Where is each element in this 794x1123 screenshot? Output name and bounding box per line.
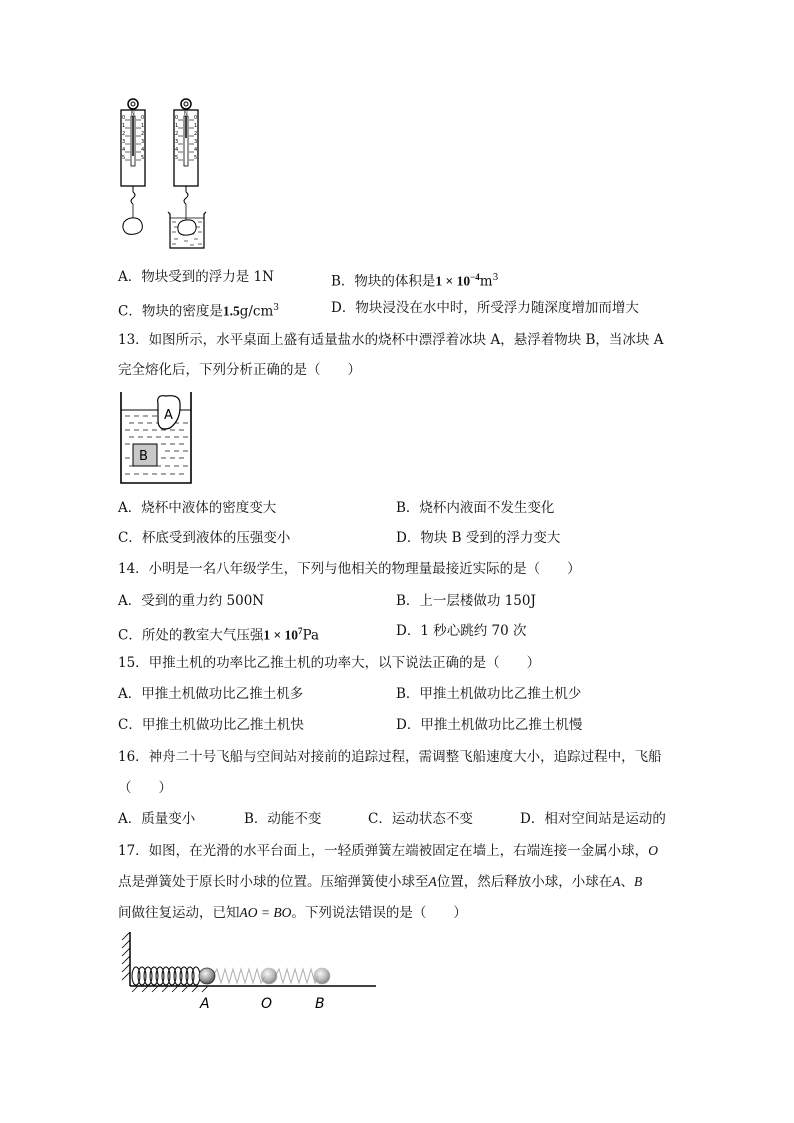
option-text: 甲推土机做功比乙推土机慢 — [420, 717, 583, 733]
label-a: A — [164, 408, 173, 423]
ball-b — [314, 968, 330, 984]
unit-exponent: 3 — [273, 303, 280, 313]
spring-ball-figure — [118, 930, 380, 1014]
unit: g/cm — [239, 303, 274, 320]
q17-stem-line1 — [118, 842, 658, 860]
math-value: 1 × 10 — [435, 273, 471, 289]
option-text: 甲推土机做功比乙推土机快 — [141, 717, 304, 733]
q14-stem: 14．小明是一名八年级学生，下列与他相关的物理量最接近实际的是（ ） — [118, 561, 581, 577]
q13-option-a[interactable] — [118, 499, 276, 517]
q16-option-a[interactable] — [118, 810, 195, 828]
q15-option-b[interactable] — [396, 685, 581, 703]
q13-option-b[interactable] — [396, 499, 554, 517]
option-letter: D． — [396, 623, 421, 639]
option-text: 物块浸没在水中时，所受浮力随深度增加而增大 — [355, 300, 639, 316]
svg-text:4: 4 — [141, 147, 145, 153]
spring-icon — [132, 967, 200, 985]
svg-text:4: 4 — [175, 147, 179, 153]
option-text: 物块 B 受到的浮力变大 — [420, 530, 561, 546]
option-text: 烧杯中液体的密度变大 — [141, 500, 277, 516]
svg-text:3: 3 — [194, 139, 198, 145]
svg-text:1: 1 — [141, 123, 145, 129]
svg-text:4: 4 — [122, 147, 126, 153]
label-b: B — [315, 996, 325, 1012]
option-letter: C． — [118, 303, 142, 320]
option-text: 所处的教室大气压强 — [141, 627, 264, 644]
spring-scale-right — [168, 99, 206, 248]
option-letter: B． — [396, 593, 420, 609]
option-letter: B． — [331, 273, 355, 290]
svg-text:3: 3 — [141, 139, 145, 145]
option-letter: A． — [118, 500, 142, 516]
q12-option-a[interactable] — [118, 268, 274, 286]
svg-text:0: 0 — [194, 115, 198, 121]
option-text: 物块的体积是 — [354, 273, 436, 290]
q14-option-b[interactable] — [396, 592, 536, 610]
q15-option-c[interactable] — [118, 716, 304, 734]
q17-text: 点是弹簧处于原长时小球的位置。压缩弹簧使小球至 — [118, 874, 429, 890]
q13-option-d[interactable] — [396, 529, 560, 547]
q17-stem-line3 — [118, 904, 467, 922]
q12-option-d[interactable] — [331, 299, 639, 317]
q12-option-b[interactable] — [331, 268, 498, 291]
q14-option-a[interactable] — [118, 592, 264, 610]
q15-option-a[interactable] — [118, 685, 303, 703]
var-b: B — [634, 874, 643, 889]
label-o: O — [261, 996, 273, 1012]
var-o: O — [648, 843, 658, 858]
svg-text:1: 1 — [122, 123, 126, 129]
ball-a — [199, 968, 215, 984]
beaker-ice-figure — [118, 390, 194, 486]
q13-stem-line2: 完全熔化后，下列分析正确的是（ ） — [118, 362, 361, 378]
svg-text:3: 3 — [122, 139, 126, 145]
option-text: 杯底受到液体的压强变小 — [141, 530, 291, 546]
svg-text:0: 0 — [141, 115, 145, 121]
svg-text:5: 5 — [141, 155, 145, 161]
option-text: 甲推土机做功比乙推土机少 — [419, 686, 582, 702]
svg-text:N: N — [184, 111, 188, 117]
q17-text: 、 — [620, 874, 634, 890]
option-text: 运动状态不变 — [391, 811, 473, 827]
q17-text: 位置，然后释放小球，小球在 — [436, 874, 613, 890]
svg-text:4: 4 — [194, 147, 198, 153]
label-a: A — [200, 996, 210, 1012]
beaker-icon — [168, 212, 206, 248]
option-text: 物块的密度是 — [141, 303, 223, 320]
ball-o — [261, 968, 277, 984]
svg-text:1: 1 — [175, 123, 179, 129]
svg-text:0: 0 — [122, 115, 126, 121]
q16-stem-line1: 16．神舟二十号飞船与空间站对接前的追踪过程，需调整飞船速度大小，追踪过程中，飞船 — [118, 749, 662, 765]
q17-text: 。下列说法错误的是（ ） — [291, 905, 467, 921]
option-text: 烧杯内液面不发生变化 — [419, 500, 555, 516]
option-letter: B． — [396, 500, 420, 516]
q16-stem-line2: （ ） — [118, 780, 172, 796]
q13-option-c[interactable] — [118, 529, 290, 547]
q16-option-d[interactable] — [520, 810, 666, 828]
spring-scale-figure — [112, 96, 217, 256]
svg-text:5: 5 — [194, 155, 198, 161]
svg-text:2: 2 — [175, 131, 179, 137]
svg-text:N: N — [131, 111, 135, 117]
option-text: 动能不变 — [267, 811, 322, 827]
option-letter: B． — [244, 811, 268, 827]
option-text: 质量变小 — [141, 811, 196, 827]
option-letter: D． — [396, 530, 421, 546]
q15-option-d[interactable] — [396, 716, 582, 734]
label-b: B — [139, 449, 148, 464]
var-a: A — [612, 874, 621, 889]
math-exponent: 7 — [298, 626, 303, 636]
svg-text:3: 3 — [175, 139, 179, 145]
option-letter: C． — [118, 530, 142, 546]
q13-stem-line1: 13．如图所示，水平桌面上盛有适量盐水的烧杯中漂浮着冰块 A，悬浮着物块 B，当冰块 A — [118, 332, 664, 348]
option-text: 上一层楼做功 150J — [419, 593, 536, 609]
option-letter: D． — [520, 811, 545, 827]
svg-text:2: 2 — [122, 131, 126, 137]
q17-stem-line2 — [118, 873, 642, 891]
unit: m — [479, 273, 493, 290]
q14-option-d[interactable] — [396, 622, 526, 640]
svg-text:0: 0 — [175, 115, 179, 121]
option-letter: C． — [368, 811, 392, 827]
q15-stem: 15．甲推土机的功率比乙推土机的功率大，以下说法正确的是（ ） — [118, 655, 541, 671]
equation: AO = BO — [239, 905, 292, 920]
unit: Pa — [302, 627, 320, 644]
option-letter: B． — [396, 686, 420, 702]
option-letter: C． — [118, 627, 142, 644]
option-text: 物块受到的浮力是 1N — [141, 269, 274, 285]
q14-option-c[interactable] — [118, 622, 319, 645]
option-text: 1 秒心跳约 70 次 — [420, 623, 527, 639]
option-letter: A． — [118, 269, 142, 285]
svg-text:5: 5 — [175, 155, 179, 161]
unit-exponent: 3 — [492, 273, 499, 283]
option-text: 相对空间站是运动的 — [544, 811, 666, 827]
q17-text: 17．如图，在光滑的水平台面上，一轻质弹簧左端被固定在墙上，右端连接一金属小球， — [118, 843, 649, 859]
svg-text:1: 1 — [194, 123, 198, 129]
option-letter: C． — [118, 717, 142, 733]
option-letter: D． — [331, 300, 356, 316]
q12-option-c[interactable] — [118, 299, 279, 321]
svg-text:5: 5 — [122, 155, 126, 161]
spring-scale-left — [121, 99, 145, 234]
option-letter: A． — [118, 686, 142, 702]
math-value: 1 × 10 — [263, 627, 299, 643]
svg-text:2: 2 — [141, 131, 145, 137]
var-a: A — [428, 874, 437, 889]
math-value: 1.5 — [222, 303, 240, 319]
option-letter: D． — [396, 717, 421, 733]
option-text: 受到的重力约 500N — [141, 593, 265, 609]
math-exponent: −4 — [470, 272, 480, 282]
option-letter: A． — [118, 593, 142, 609]
svg-text:2: 2 — [194, 131, 198, 137]
option-letter: A． — [118, 811, 142, 827]
option-text: 甲推土机做功比乙推土机多 — [141, 686, 304, 702]
q16-option-b[interactable] — [244, 810, 321, 828]
q16-option-c[interactable] — [368, 810, 473, 828]
q17-text: 间做往复运动，已知 — [118, 905, 240, 921]
